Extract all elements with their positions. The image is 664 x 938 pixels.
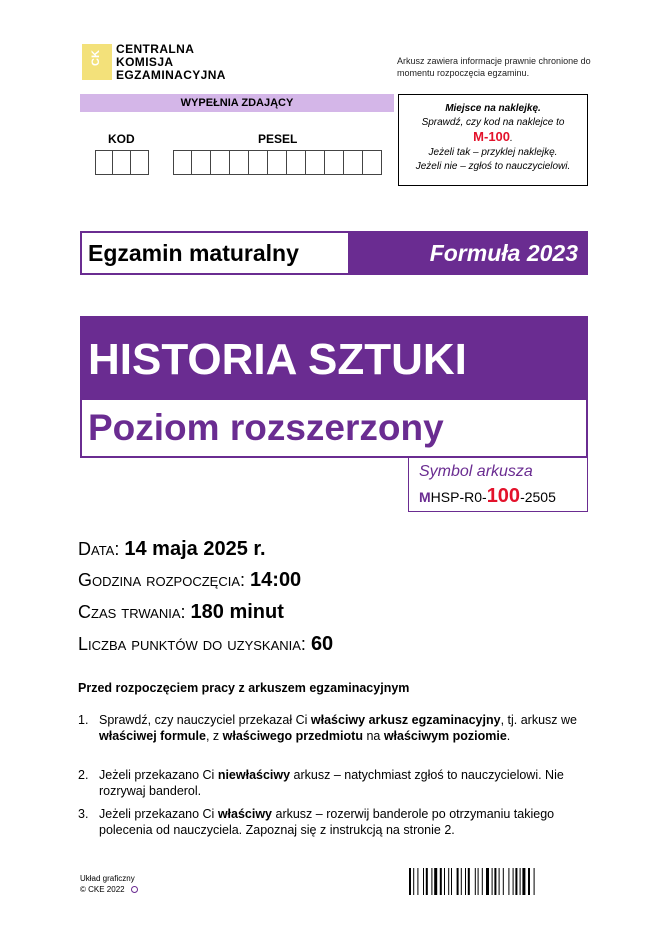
sheet-symbol-box (408, 458, 588, 512)
logo-line: EGZAMINACYJNA (116, 68, 226, 82)
sticker-title: Miejsce na naklejkę. (445, 103, 541, 114)
barcode (409, 868, 586, 895)
kod-digit-box[interactable] (131, 150, 149, 175)
pesel-digit-box[interactable] (192, 150, 211, 175)
exam-name: Egzamin maturalny (88, 240, 299, 266)
pesel-digit-box[interactable] (287, 150, 306, 175)
exam-formula: Formuła 2023 (348, 233, 586, 273)
kod-digit-box[interactable] (95, 150, 113, 175)
sticker-line: Sprawdź, czy kod na naklejce to (421, 117, 565, 128)
detail-start-time: Godzina rozpoczęcia: 14:00 (78, 569, 302, 591)
detail-duration: Czas trwania: 180 minut (78, 601, 284, 623)
pesel-digit-box[interactable] (344, 150, 363, 175)
instructions-heading: Przed rozpoczęciem pracy z arkuszem egzaminacyjnym (78, 681, 410, 695)
pesel-digit-box[interactable] (306, 150, 325, 175)
pesel-digit-box[interactable] (173, 150, 192, 175)
logo-line: KOMISJA (116, 55, 174, 69)
footer-credit: Układ graficzny © CKE 2022 (80, 873, 138, 895)
kod-label: KOD (108, 132, 135, 146)
subject-level: Poziom rozszerzony (80, 398, 588, 458)
instruction-item: 3. Jeżeli przekazano Ci właściwy arkusz – rozerwij banderole po otrzymaniu takiego polecenia od nauczyciela. Zapoznaj się z instrukcją na stronie 2. (78, 807, 555, 837)
exam-banner (80, 231, 588, 275)
pesel-digit-box[interactable] (268, 150, 287, 175)
sticker-code: M-100 (473, 129, 511, 144)
kod-input-boxes[interactable] (95, 150, 149, 175)
logo-line: CENTRALNA (116, 42, 195, 56)
subject-title: HISTORIA SZTUKI (80, 316, 588, 398)
cke-logo-text (116, 43, 226, 82)
pesel-digit-box[interactable] (211, 150, 230, 175)
sticker-place: Miejsce na naklejkę. Sprawdź, czy kod na naklejce to M-100. Jeżeli tak – przyklej naklejkę. Jeżeli nie – zgłoś to nauczycielowi. (398, 94, 588, 186)
detail-points: Liczba punktów do uzyskania: 60 (78, 633, 334, 655)
pesel-label: PESEL (258, 132, 298, 146)
logo-mark-text: CK (89, 50, 102, 66)
instruction-item: 2. Jeżeli przekazano Ci niewłaściwy arkusz – natychmiast zgłoś to nauczycielowi. Nie rozrywaj banderol. (78, 768, 564, 798)
sticker-line: Jeżeli nie – zgłoś to nauczycielowi. (415, 161, 571, 172)
kod-digit-box[interactable] (113, 150, 131, 175)
sheet-symbol-code: MHSP-R0-100-2505 (419, 485, 556, 507)
pesel-digit-box[interactable] (325, 150, 344, 175)
detail-date: Data: 14 maja 2025 r. (78, 538, 266, 560)
pesel-digit-box[interactable] (249, 150, 268, 175)
sticker-line: Jeżeli tak – przyklej naklejkę. (428, 147, 558, 158)
candidate-fill-header: WYPEŁNIA ZDAJĄCY (80, 94, 394, 112)
instruction-item: 1. Sprawdź, czy nauczyciel przekazał Ci właściwy arkusz egzaminacyjny, tj. arkusz we właściwej formule, z właściwego przedmiotu na właściwym poziomie. (78, 713, 577, 743)
sheet-symbol-label: Symbol arkusza (419, 463, 533, 480)
pesel-input-boxes[interactable] (173, 150, 382, 175)
pesel-digit-box[interactable] (363, 150, 382, 175)
confidential-notice: Arkusz zawiera informacje prawnie chronione do momentu rozpoczęcia egzaminu. (397, 56, 591, 78)
pesel-digit-box[interactable] (230, 150, 249, 175)
footer-circle-icon (131, 886, 138, 893)
cke-logo-mark (82, 44, 112, 80)
